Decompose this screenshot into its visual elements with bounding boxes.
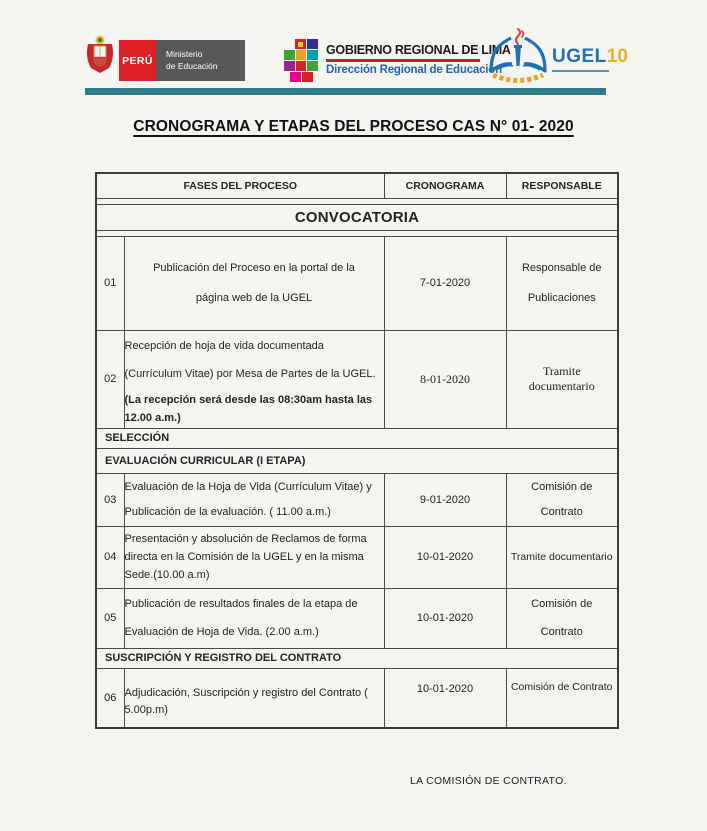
fecha-text: 8-01-2020 bbox=[384, 330, 506, 428]
row-number: 02 bbox=[96, 330, 124, 428]
gore-lima-title: GOBIERNO REGIONAL DE LIMA bbox=[326, 43, 511, 57]
header-divider-bar bbox=[85, 88, 606, 95]
column-header-fases: FASES DEL PROCESO bbox=[96, 173, 384, 198]
section-seleccion-label: SELECCIÓN bbox=[96, 428, 618, 448]
ministry-of-education-block bbox=[156, 40, 245, 81]
column-header-responsable: RESPONSABLE bbox=[506, 173, 618, 198]
ugel-caption-line bbox=[552, 70, 609, 72]
responsable-text: Comisión de Contrato bbox=[510, 680, 613, 693]
section-convocatoria bbox=[96, 204, 618, 230]
fecha-text: 7-01-2020 bbox=[384, 236, 506, 330]
column-header-cronograma: CRONOGRAMA bbox=[384, 173, 506, 198]
ugel-number: 10 bbox=[606, 46, 628, 67]
fase-text-bold: (La recepción será desde las 08:30am hasta las 12.00 a.m.) bbox=[124, 393, 373, 424]
responsable-text: Comisión de Contrato bbox=[531, 598, 593, 638]
ugel-name: UGEL bbox=[552, 46, 607, 67]
fase-text: Evaluación de la Hoja de Vida (Currículum Vitae) y Publicación de la evaluación. ( 11.00 a.m.) bbox=[124, 480, 372, 518]
table-row bbox=[96, 668, 618, 728]
footer-signature-line: LA COMISIÓN DE CONTRATO. bbox=[410, 775, 567, 787]
responsable-text: Responsable de Publicaciones bbox=[521, 262, 602, 304]
fecha-text: 10-01-2020 bbox=[384, 526, 506, 588]
section-evaluacion bbox=[96, 448, 618, 473]
ugel-book-torch-icon bbox=[483, 26, 553, 84]
gore-lima-mosaic-icon bbox=[283, 39, 320, 84]
section-suscripcion bbox=[96, 648, 618, 668]
fase-text: Publicación de resultados finales de la etapa de Evaluación de Hoja de Vida. (2.00 a.m.) bbox=[124, 598, 358, 638]
fase-text: Recepción de hoja de vida documentada (Currículum Vitae) por Mesa de Partes de la UGEL. bbox=[124, 339, 376, 380]
peru-coat-of-arms-icon bbox=[84, 33, 116, 74]
gore-red-underline bbox=[326, 59, 480, 62]
peru-label: PERÚ bbox=[122, 54, 153, 67]
responsable-text: Tramite documentario bbox=[510, 551, 613, 563]
cronograma-table bbox=[95, 172, 619, 729]
row-number: 05 bbox=[96, 588, 124, 648]
table-row bbox=[96, 236, 618, 330]
section-convocatoria-label: CONVOCATORIA bbox=[96, 204, 618, 230]
peru-brand-block bbox=[119, 40, 156, 81]
fase-text: Presentación y absolución de Reclamos de forma directa en la Comisión de la UGEL y en la misma Sede.(10.00 a.m) bbox=[124, 533, 367, 581]
section-evaluacion-label: EVALUACIÓN CURRICULAR (I ETAPA) bbox=[96, 448, 618, 473]
responsable-text: Comisión de Contrato bbox=[531, 480, 593, 518]
gore-lima-text-block bbox=[326, 43, 511, 76]
fase-text: Publicación del Proceso en la portal de la página web de la UGEL bbox=[153, 262, 355, 304]
row-number: 03 bbox=[96, 473, 124, 526]
section-suscripcion-label: SUSCRIPCIÓN Y REGISTRO DEL CONTRATO bbox=[96, 648, 618, 668]
table-row bbox=[96, 330, 618, 428]
section-seleccion bbox=[96, 428, 618, 448]
row-number: 04 bbox=[96, 526, 124, 588]
fecha-text: 10-01-2020 bbox=[384, 668, 506, 728]
ministry-label: Ministerio de Educación bbox=[166, 49, 218, 71]
row-number: 01 bbox=[96, 236, 124, 330]
table-row bbox=[96, 473, 618, 526]
document-title: CRONOGRAMA Y ETAPAS DEL PROCESO CAS N° 01- 2020 bbox=[133, 118, 574, 135]
fecha-text: 10-01-2020 bbox=[384, 588, 506, 648]
responsable-text: Tramite documentario bbox=[528, 364, 595, 393]
gore-lima-subtitle: Dirección Regional de Educación bbox=[326, 64, 502, 76]
fase-text: Adjudicación, Suscripción y registro del Contrato ( 5.00p.m) bbox=[124, 687, 368, 716]
row-number: 06 bbox=[96, 668, 124, 728]
table-header-row bbox=[96, 173, 618, 198]
table-row bbox=[96, 526, 618, 588]
ugel-wordmark bbox=[552, 46, 628, 72]
table-row bbox=[96, 588, 618, 648]
fecha-text: 9-01-2020 bbox=[384, 473, 506, 526]
